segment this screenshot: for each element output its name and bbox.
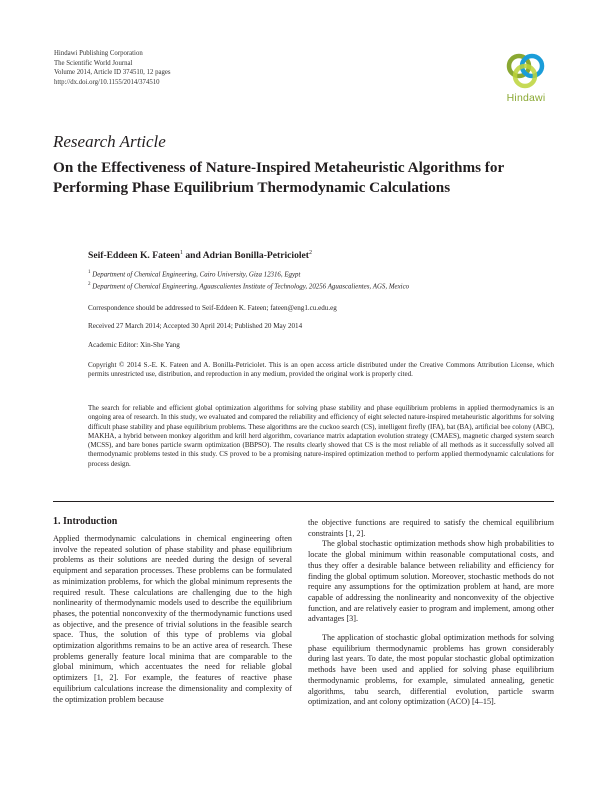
journal-info xyxy=(54,49,171,87)
journal-name: The Scientific World Journal xyxy=(54,59,133,67)
publisher-name: Hindawi Publishing Corporation xyxy=(54,50,143,57)
author-affiliation-mark: 2 xyxy=(309,250,313,256)
affiliation xyxy=(88,270,300,278)
body-paragraph: the objective functions are required to satisfy the chemical equilibrium constraints [1, 2]. xyxy=(308,518,554,538)
academic-editor: Academic Editor: Xin-She Yang xyxy=(88,341,180,349)
article-title: On the Effectiveness of Nature-Inspired Metaheuristic Algorithms for Performing Phase Equilibrium Thermodynamic Calculations xyxy=(53,159,504,196)
left-column xyxy=(53,534,292,705)
affiliation-mark: 2 xyxy=(88,282,91,287)
right-column xyxy=(308,518,554,708)
abstract: The search for reliable and efficient global optimization algorithms for solving phase stability and phase equilibrium problems in applied thermodynamics is an ongoing area of research. In this study, we evaluated and compared the reliability and efficiency of eight selected nature-inspired metaheuristic algorithms for solving difficult phase stability and phase equilibrium problems. These algorithms are the cuckoo search (CS), intelligent firefly (IFA), bat (BA), artificial bee colony (ABC), MAKHA, a hybrid between monkey algorithm and krill herd algorithm, covariance matrix adaptation evolution strategy (CMAES), magnetic charged system search (MCSS), and bare bones particle swarm optimization (BBPSO). The results clearly showed that CS is the most reliable of all methods as it successfully solved all thermodynamic problems tested in this study. CS proved to be a promising nature-inspired optimization method to perform applied thermodynamic calculations for process design. xyxy=(88,404,554,468)
section-heading: 1. Introduction xyxy=(53,516,118,527)
body-paragraph: The global stochastic optimization methods show high probabilities to locate the global minimum within reasonable computational costs, and thus they offer a desirable balance between reliability and efficiency for finding the global optimum solution. Moreover, stochastic methods do not require any assumptions for the optimization problem at hand, are more capable of addressing the nonlinearity and nonconvexity of the objective function, and are relatively easier to program and implement, among other advantages [3]. xyxy=(308,539,554,624)
affiliation-mark: 1 xyxy=(88,270,91,275)
doi-link[interactable]: http://dx.doi.org/10.1155/2014/374510 xyxy=(54,78,160,86)
correspondence: Correspondence should be addressed to Seif-Eddeen K. Fateen; fateen@eng1.cu.edu.eg xyxy=(88,304,337,312)
author-separator: and xyxy=(185,250,201,262)
copyright-notice: Copyright © 2014 S.-E. K. Fateen and A. Bonilla-Petriciolet. This is an open access article distributed under the Creative Commons Attribution License, which permits unrestricted use, distribution, and reproduction in any medium, provided the original work is properly cited. xyxy=(88,361,554,379)
affiliation-text: Department of Chemical Engineering, Aguascalientes Institute of Technology, 20256 Aguascalientes, AGS, Mexico xyxy=(92,283,410,291)
hindawi-logo-text: Hindawi xyxy=(506,92,546,104)
author-name: Adrian Bonilla-Petriciolet xyxy=(202,250,310,262)
affiliation xyxy=(88,282,409,290)
body-paragraph: The application of stochastic global optimization methods for solving phase equilibrium thermodynamic problems has grown considerably during last years. To date, the most popular stochastic global optimization methods have been used and applied for solving phase equilibrium thermodynamic problems, for example, simulated annealing, genetic algorithms, tabu search, differential evolution, particle swarm optimization, and ant colony optimization (ACO) [4–15]. xyxy=(308,633,554,707)
author-line xyxy=(88,250,312,261)
author-name: Seif-Eddeen K. Fateen xyxy=(88,250,180,262)
body-paragraph: Applied thermodynamic calculations in chemical engineering often involve the repeated solution of phase stability and phase equilibrium problems as their solutions are needed during the design of several equipment and separation processes. These problems can be formulated as minimization problems, for which the global minimum represents the required result. These calculations are challenging due to the high nonlinearity of thermodynamic models used to describe the equilibrium phases, the potential nonconvexity of the thermodynamic functions used as objective, and the presence of trivial solutions in the feasible search space. Thus, the solution of this type of problems via global optimization algorithms remains to be an active area of research. These problems generally feature local minima that are comparable to the global minimum, which accentuates the need for reliable global optimizers [1, 2]. For example, the features of reactive phase equilibrium calculations increase the dimensionality and complexity of the optimization problem because xyxy=(53,534,292,704)
author-affiliation-mark: 1 xyxy=(179,250,183,256)
article-type: Research Article xyxy=(53,132,166,151)
section-divider xyxy=(53,501,554,502)
affiliation-text: Department of Chemical Engineering, Cairo University, Giza 12316, Egypt xyxy=(92,271,301,279)
volume-info: Volume 2014, Article ID 374510, 12 pages xyxy=(54,69,171,77)
publication-dates: Received 27 March 2014; Accepted 30 April 2014; Published 20 May 2014 xyxy=(88,322,303,330)
